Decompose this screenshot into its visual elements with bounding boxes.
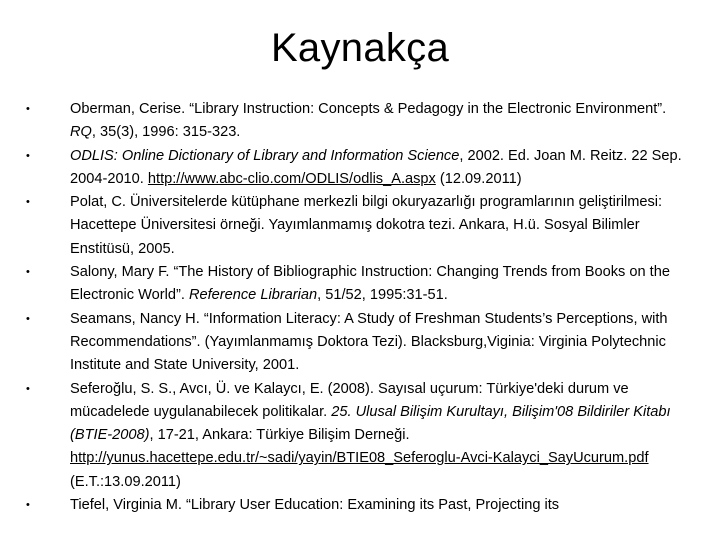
ref-text: (E.T.:13.09.2011) (70, 473, 181, 490)
bullet-icon: • (26, 499, 30, 512)
ref-text: , 35(3), 1996: 315-323. (91, 124, 241, 141)
ref-title: ODLIS: Online Dictionary of Library and Information Science (70, 147, 460, 164)
ref-text: Oberman, Cerise. “Library Instruction: Concepts & Pedagogy in the Electronic Environment”. (70, 101, 667, 117)
ref-text: Polat, C. Üniversitelerde kütüphane merkezli bilgi okuryazarlığı programlarının geliştirilmesi: Hacettepe Üniversitesi örneği. Yayımlanmamış dokotra tezi. Ankara, H.ü. Sosyal Bilimler Enstitüsü, 2005. (70, 194, 663, 257)
ref-link-seferoglu[interactable]: http://yunus.hacettepe.edu.tr/~sadi/yayin/BTIE08_Seferoglu-Avci-Kalayci_SayUcurum.pdf (70, 450, 649, 467)
ref-text: Tiefel, Virginia M. “Library User Education: Examining its Past, Projecting its (70, 497, 560, 514)
bullet-icon: • (26, 312, 30, 325)
bullet-icon: • (26, 196, 30, 209)
reference-item-oberman (26, 98, 686, 145)
ref-link-odlis[interactable]: http://www.abc-clio.com/ODLIS/odlis_A.aspx (147, 170, 436, 187)
ref-text: , 51/52, 1995:31-51. (317, 287, 448, 304)
reference-item-seamans (26, 308, 686, 378)
ref-journal: Reference Librarian (188, 287, 318, 304)
reference-item-salony (26, 261, 686, 308)
ref-text: , 17-21, Ankara: Türkiye Bilişim Derneği. (149, 427, 410, 444)
reference-item-odlis (26, 145, 686, 192)
bullet-icon: • (26, 149, 30, 162)
ref-text: Seamans, Nancy H. “Information Literacy: A Study of Freshman Students’s Perceptions, with Recommendations”. (Yayımlanmamış Doktora Tezi). Blacksburg,Viginia: Virginia Polytechnic Institute and State University, 2001. (70, 310, 668, 374)
ref-proceedings: 25. Ulusal Bilişim Kurultayı, Bilişim'08 Bildiriler Kitabı (BTIE-2008) (70, 403, 671, 444)
reference-item-tiefel (26, 494, 686, 517)
bullet-icon: • (26, 103, 30, 115)
slide-title: Kaynakça (270, 26, 450, 70)
ref-journal: RQ (70, 124, 92, 141)
ref-text: Seferoğlu, S. S., Avcı, Ü. ve Kalaycı, E. (2008). Sayısal uçurum: Türkiye'deki durum ve mücadelede uygulanabilecek politikalar. (70, 380, 629, 420)
reference-item-polat (26, 191, 686, 261)
ref-text: , 2002. Ed. Joan M. Reitz. 22 Sep. 2004-2010. (70, 147, 682, 187)
reference-item-seferoglu (26, 378, 686, 494)
bullet-icon: • (26, 382, 30, 395)
reference-list (26, 98, 686, 517)
ref-text: (12.09.2011) (435, 170, 522, 187)
ref-text: Salony, Mary F. “The History of Bibliographic Instruction: Changing Trends from Books on the Electronic World”. (70, 264, 670, 304)
bullet-icon: • (26, 266, 30, 279)
